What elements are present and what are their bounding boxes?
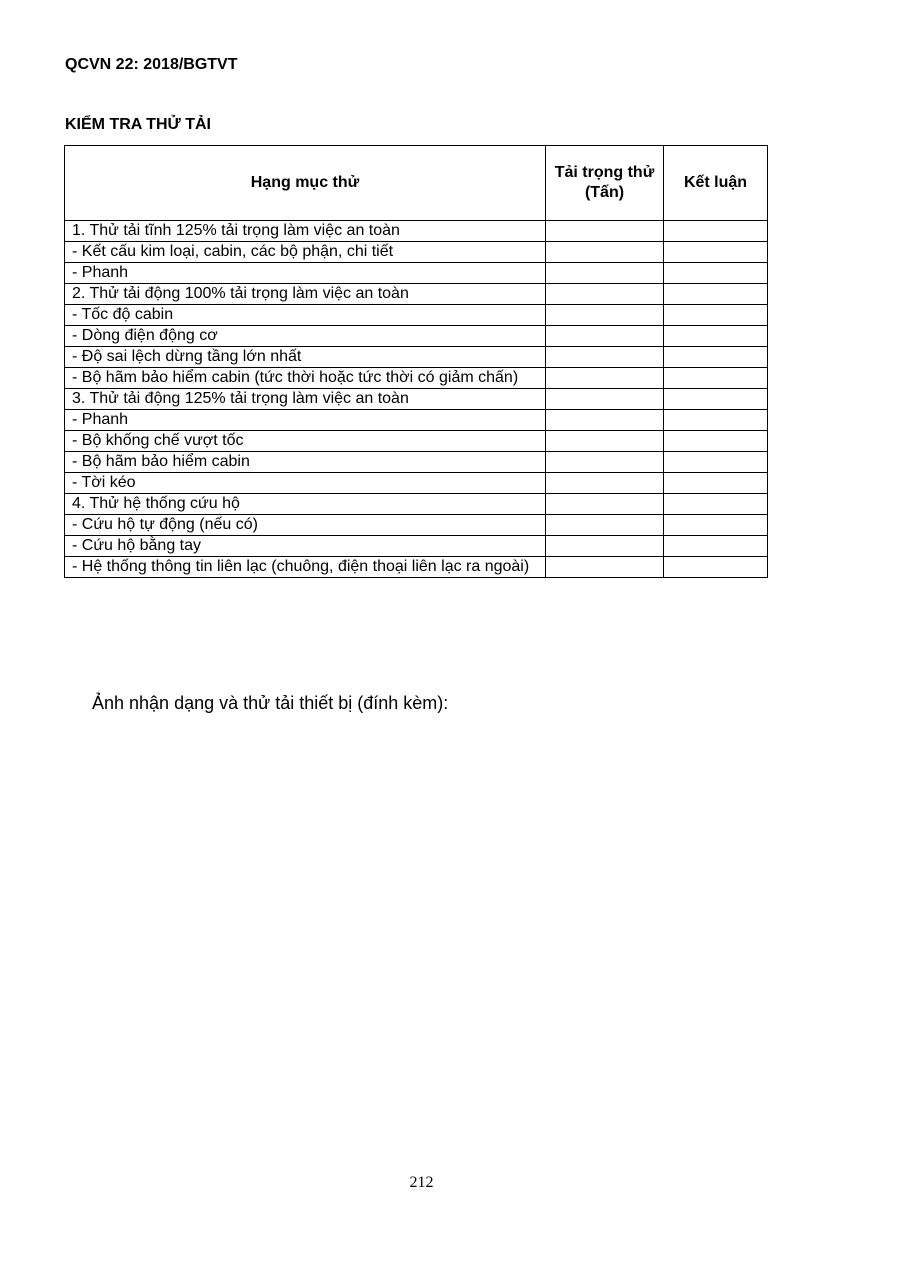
test-item-cell: - Hệ thống thông tin liên lạc (chuông, điện thoại liên lạc ra ngoài)	[65, 557, 546, 578]
table-row	[65, 536, 768, 557]
conclusion-cell[interactable]	[664, 242, 768, 263]
table-row	[65, 347, 768, 368]
test-item-cell: - Độ sai lệch dừng tầng lớn nhất	[65, 347, 546, 368]
table-row	[65, 263, 768, 284]
test-load-cell[interactable]	[546, 221, 664, 242]
conclusion-cell[interactable]	[664, 494, 768, 515]
conclusion-cell[interactable]	[664, 221, 768, 242]
conclusion-cell[interactable]	[664, 536, 768, 557]
load-test-table	[64, 145, 768, 578]
table-row	[65, 326, 768, 347]
test-item-cell: - Bộ hãm bảo hiểm cabin (tức thời hoặc tức thời có giảm chấn)	[65, 368, 546, 389]
test-load-cell[interactable]	[546, 410, 664, 431]
test-load-cell[interactable]	[546, 284, 664, 305]
test-load-cell[interactable]	[546, 347, 664, 368]
table-row	[65, 515, 768, 536]
table-row	[65, 494, 768, 515]
test-load-cell[interactable]	[546, 326, 664, 347]
test-item-cell: 1. Thử tải tĩnh 125% tải trọng làm việc an toàn	[65, 221, 546, 242]
test-item-cell: - Tốc độ cabin	[65, 305, 546, 326]
test-load-cell[interactable]	[546, 389, 664, 410]
test-load-cell[interactable]	[546, 473, 664, 494]
conclusion-cell[interactable]	[664, 263, 768, 284]
conclusion-cell[interactable]	[664, 410, 768, 431]
table-row	[65, 305, 768, 326]
document-code: QCVN 22: 2018/BGTVT	[65, 56, 238, 73]
table-row	[65, 221, 768, 242]
conclusion-cell[interactable]	[664, 431, 768, 452]
photo-attachment-note: Ảnh nhận dạng và thử tải thiết bị (đính kèm):	[92, 693, 449, 713]
test-item-cell: - Dòng điện động cơ	[65, 326, 546, 347]
test-load-cell[interactable]	[546, 263, 664, 284]
test-item-cell: - Phanh	[65, 410, 546, 431]
table-row	[65, 431, 768, 452]
test-item-cell: 2. Thử tải động 100% tải trọng làm việc an toàn	[65, 284, 546, 305]
conclusion-cell[interactable]	[664, 557, 768, 578]
column-header-conclusion: Kết luận	[664, 146, 768, 221]
test-load-cell[interactable]	[546, 536, 664, 557]
conclusion-cell[interactable]	[664, 326, 768, 347]
column-header-test-load: Tải trọng thử (Tấn)	[546, 146, 664, 221]
test-load-cell[interactable]	[546, 515, 664, 536]
conclusion-cell[interactable]	[664, 452, 768, 473]
table-row	[65, 389, 768, 410]
test-load-cell[interactable]	[546, 368, 664, 389]
test-item-cell: - Bộ khống chế vượt tốc	[65, 431, 546, 452]
test-load-cell[interactable]	[546, 557, 664, 578]
table-row	[65, 242, 768, 263]
section-title: KIỂM TRA THỬ TẢI	[65, 116, 211, 133]
table-header-row	[65, 146, 768, 221]
test-load-cell[interactable]	[546, 305, 664, 326]
test-item-cell: - Cứu hộ tự động (nếu có)	[65, 515, 546, 536]
test-item-cell: - Kết cấu kim loại, cabin, các bộ phận, chi tiết	[65, 242, 546, 263]
conclusion-cell[interactable]	[664, 389, 768, 410]
conclusion-cell[interactable]	[664, 347, 768, 368]
page-number: 212	[409, 1174, 434, 1191]
test-item-cell: - Tời kéo	[65, 473, 546, 494]
test-item-cell: - Phanh	[65, 263, 546, 284]
table-row	[65, 452, 768, 473]
conclusion-cell[interactable]	[664, 368, 768, 389]
test-load-cell[interactable]	[546, 242, 664, 263]
table-row	[65, 284, 768, 305]
conclusion-cell[interactable]	[664, 284, 768, 305]
test-item-cell: 4. Thử hệ thống cứu hộ	[65, 494, 546, 515]
test-item-cell: - Bộ hãm bảo hiểm cabin	[65, 452, 546, 473]
test-item-cell: - Cứu hộ bằng tay	[65, 536, 546, 557]
test-load-cell[interactable]	[546, 494, 664, 515]
table-row	[65, 410, 768, 431]
test-load-cell[interactable]	[546, 431, 664, 452]
conclusion-cell[interactable]	[664, 473, 768, 494]
column-header-test-item: Hạng mục thử	[65, 146, 546, 221]
table-row	[65, 368, 768, 389]
conclusion-cell[interactable]	[664, 515, 768, 536]
test-load-cell[interactable]	[546, 452, 664, 473]
test-item-cell: 3. Thử tải động 125% tải trọng làm việc an toàn	[65, 389, 546, 410]
table-row	[65, 557, 768, 578]
table-row	[65, 473, 768, 494]
conclusion-cell[interactable]	[664, 305, 768, 326]
